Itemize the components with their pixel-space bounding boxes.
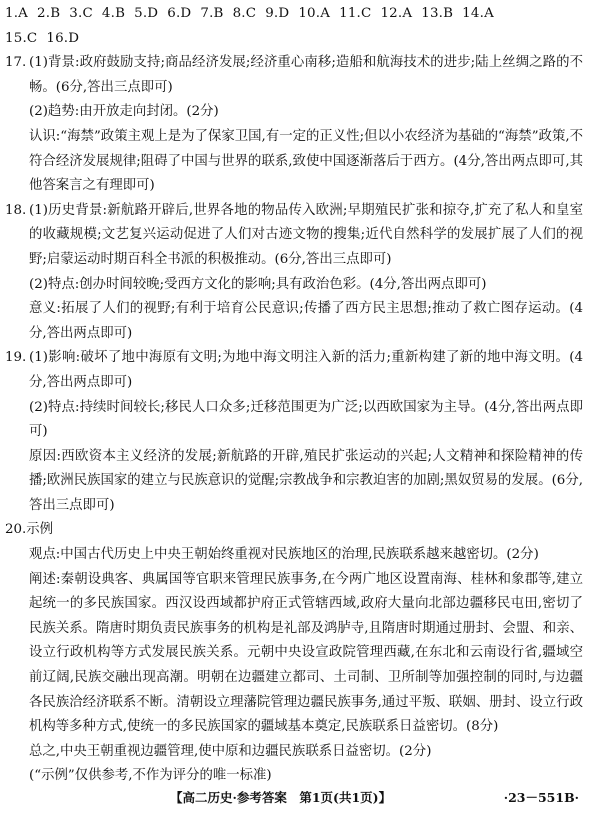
q17-part-1: (1)背景:政府鼓励支持;商品经济发展;经济重心南移;造船和航海技术的进步;陆上丝绸之路的不畅。(6分,答出三点即可) bbox=[29, 55, 583, 95]
q19-part-2: (2)特点:持续时间较长;移民人口众多;迁移范围更为广泛;以西欧国家为主导。(4分,答出两点即可) bbox=[29, 399, 583, 440]
footer-code: ·23－551B· bbox=[503, 790, 579, 805]
q18-significance: 意义:拓展了人们的视野;有利于培育公民意识;传播了西方民主思想;推动了救亡图存运动。(4分,答出两点即可) bbox=[29, 301, 583, 341]
q20-conclusion: 总之,中央王朝重视边疆管理,使中原和边疆民族联系日益密切。(2分) bbox=[29, 743, 432, 759]
q18-part-2: (2)特点:创办时间较晚;受西方文化的影响;具有政治色彩。(4分,答出两点即可) bbox=[29, 276, 487, 292]
question-20 bbox=[5, 518, 583, 789]
question-17 bbox=[5, 51, 583, 199]
mc-answers-line-2 bbox=[5, 27, 583, 52]
mc-answer: 16.D bbox=[46, 30, 80, 46]
question-number: 18. bbox=[5, 202, 27, 218]
mc-answer: 12.A bbox=[380, 6, 413, 21]
question-number: 17. bbox=[5, 55, 27, 71]
mc-answer: 8.C bbox=[232, 6, 257, 21]
q17-insight: 认识:“海禁”政策主观上是为了保家卫国,有一定的正义性;但以小农经济为基础的“海禁”政策,不符合经济发展规律;阻碍了中国与世界的联系,致使中国逐渐落后于西方。(4分,答出两点即可,其他答案言之有理即可) bbox=[29, 128, 583, 194]
question-number: 19. bbox=[5, 350, 27, 366]
mc-answer: 10.A bbox=[298, 6, 331, 21]
q20-heading bbox=[5, 518, 583, 543]
mc-answers-line-1 bbox=[5, 2, 583, 27]
answer-page bbox=[5, 2, 583, 789]
question-18 bbox=[5, 199, 583, 347]
question-number: 20. bbox=[5, 522, 27, 538]
q19-reasons: 原因:西欧资本主义经济的发展;新航路的开辟,殖民扩张运动的兴起;人文精神和探险精神的传播;欧洲民族国家的建立与民族意识的觉醒;宗教战争和宗教迫害的加剧;黑奴贸易的发展。(6分,答出三点即可) bbox=[29, 448, 583, 513]
mc-answer: 9.D bbox=[265, 6, 290, 21]
q17-part-2: (2)趋势:由开放走向封闭。(2分) bbox=[29, 104, 219, 120]
mc-answer: 14.A bbox=[462, 6, 494, 21]
mc-answer: 4.B bbox=[101, 6, 126, 21]
mc-answer: 3.C bbox=[69, 6, 93, 21]
footer-title: 【高二历史·参考答案 第1页(共1页)】 bbox=[170, 790, 392, 805]
page-footer bbox=[0, 788, 589, 808]
q18-part-1: (1)历史背景:新航路开辟后,世界各地的物品传入欧洲;早期殖民扩张和掠夺,扩充了私人和皇室的收藏规模;文艺复兴运动促进了人们对古迹文物的搜集;近代自然科学的发展扩展了人们的视野;启蒙运动时期百科全书派的积极推动。(6分,答出三点即可) bbox=[29, 202, 583, 267]
mc-answer: 7.B bbox=[200, 6, 224, 21]
q20-elaboration: 阐述:秦朝设典客、典属国等官职来管理民族事务,在今两广地区设置南海、桂林和象郡等,建立起统一的多民族国家。西汉设西域都护府正式管辖西域,政府大量向北部边疆移民屯田,密切了民族关系。隋唐时期负责民族事务的机构是礼部及鸿胪寺,且隋唐时期通过册封、会盟、和亲、设立行政机构等方式发展民族关系。元朝中央设宣政院管理西藏,在东北和云南设行省,疆域空前辽阔,民族交融出现高潮。明朝在边疆建立都司、土司制、卫所制等加强控制的同时,与边疆各民族洽经济联系不断。清朝设立理藩院管理边疆民族事务,通过平叛、联姻、册封、设立行政机构等多种方式,使统一的多民族国家的疆域基本奠定,民族联系日益密切。(8分) bbox=[29, 571, 583, 735]
q20-viewpoint: 观点:中国古代历史上中央王朝始终重视对民族地区的治理,民族联系越来越密切。(2分) bbox=[29, 547, 539, 563]
mc-answer: 11.C bbox=[339, 6, 372, 21]
mc-answer: 2.B bbox=[37, 6, 61, 21]
mc-answer: 15.C bbox=[5, 30, 38, 46]
mc-answer: 1.A bbox=[5, 6, 29, 21]
q20-title: 示例 bbox=[26, 522, 54, 538]
mc-answer: 13.B bbox=[421, 6, 454, 21]
q20-note: (“示例”仅供参考,不作为评分的唯一标准) bbox=[29, 768, 272, 784]
question-19 bbox=[5, 346, 583, 518]
mc-answer: 6.D bbox=[167, 6, 192, 21]
mc-answer: 5.D bbox=[134, 6, 159, 21]
q19-part-1: (1)影响:破坏了地中海原有文明;为地中海文明注入新的活力;重新构建了新的地中海文明。(4分,答出两点即可) bbox=[29, 350, 583, 390]
